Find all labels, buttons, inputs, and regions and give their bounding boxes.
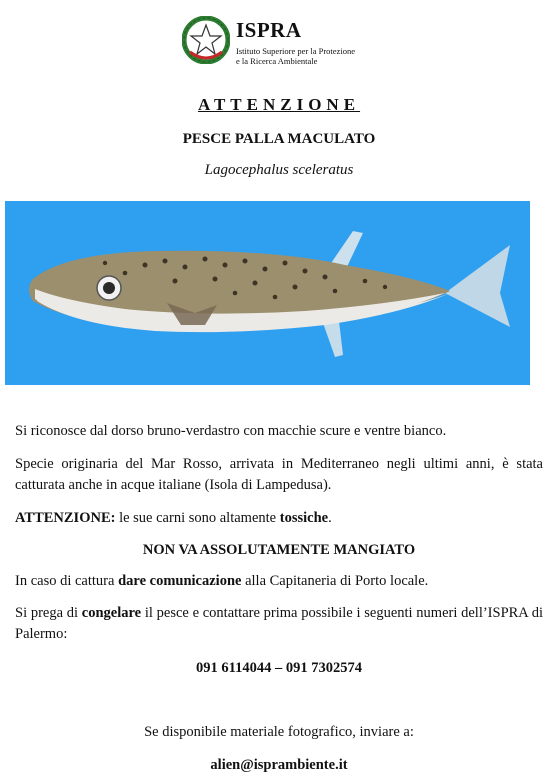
freeze-action: congelare (81, 605, 142, 621)
origin-paragraph: Specie originaria del Mar Rosso, arrivata in Mediterraneo negli ultimi anni, è stata catturata anche in acque italiane (Isola di Lampedusa). (15, 456, 543, 493)
warning-label: ATTENZIONE: (15, 510, 116, 526)
catch-text: In caso di cattura (15, 573, 119, 589)
warning-toxic-word: tossiche (279, 510, 329, 526)
catch-instructions (15, 571, 543, 592)
pufferfish-photo (5, 201, 530, 385)
species-common-name: PESCE PALLA MACULATO (182, 131, 376, 147)
warning-text: le sue carni sono altamente (115, 510, 280, 526)
org-full-name-line1: Istituto Superiore per la Protezione (236, 46, 355, 56)
phone-numbers: 091 6114044 – 091 7302574 (196, 660, 362, 676)
catch-action: dare comunicazione (118, 573, 242, 589)
photo-request: Se disponibile materiale fotografico, inviare a: (144, 724, 414, 740)
ispra-header (182, 16, 402, 68)
freeze-text-end: il pesce e contattare prima possibile i seguenti numeri dell’ISPRA di Palermo: (15, 605, 543, 642)
org-full-name-line2: e la Ricerca Ambientale (236, 56, 318, 66)
toxicity-warning (15, 508, 543, 529)
catch-text-end: alla Capitaneria di Porto locale. (241, 573, 429, 589)
italian-republic-emblem-icon (182, 16, 230, 64)
page-title: ATTENZIONE (197, 95, 361, 114)
org-name: ISPRA (236, 18, 302, 42)
identification-paragraph: Si riconosce dal dorso bruno-verdastro con macchie scure e ventre bianco. (15, 423, 447, 439)
warning-period: . (328, 510, 332, 526)
contact-email: alien@isprambiente.it (210, 757, 348, 773)
freeze-text: Si prega di (15, 605, 82, 621)
do-not-eat-notice: NON VA ASSOLUTAMENTE MANGIATO (142, 542, 416, 558)
species-scientific-name: Lagocephalus sceleratus (204, 162, 354, 178)
freeze-instructions (15, 603, 543, 645)
